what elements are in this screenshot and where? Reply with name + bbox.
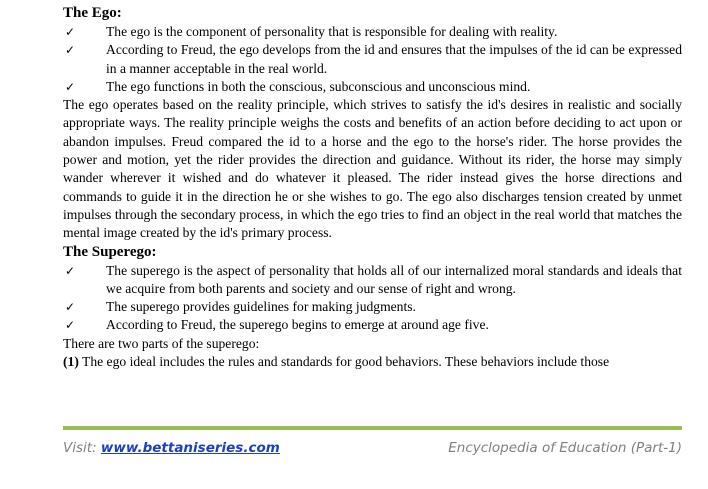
superego-intro: There are two parts of the superego:	[63, 335, 260, 351]
page-footer	[63, 440, 682, 462]
checkmark-icon: ✓	[65, 300, 76, 315]
list-item	[63, 41, 682, 78]
bullet-text: According to Freud, the ego develops from the id and ensures that the impulses of the id can be expressed in a manner acceptable in the real world.	[106, 42, 682, 76]
visit-label: Visit:	[63, 440, 101, 456]
list-item	[63, 262, 682, 299]
checkmark-icon: ✓	[65, 25, 76, 39]
ego-bullet-list	[63, 23, 682, 96]
checkmark-icon: ✓	[65, 318, 76, 333]
bullet-text: The superego is the aspect of personality that holds all of our internalized moral standards and ideals that we acquire from both parents and society and our sense of right and wrong.	[106, 262, 682, 296]
list-item	[63, 78, 682, 96]
footer-divider	[63, 426, 682, 430]
checkmark-icon: ✓	[65, 43, 76, 58]
checkmark-icon: ✓	[65, 79, 76, 94]
ego-heading: The Ego:	[63, 5, 122, 21]
bullet-text: The ego is the component of personality that is responsible for dealing with reality.	[106, 24, 558, 39]
list-item	[63, 316, 682, 334]
bullet-text: According to Freud, the superego begins to emerge at around age five.	[106, 317, 489, 333]
bullet-text: The superego provides guidelines for making judgments.	[106, 299, 416, 315]
website-link[interactable]: www.bettaniseries.com	[100, 440, 280, 456]
bullet-text: The ego functions in both the conscious, subconscious and unconscious mind.	[106, 78, 531, 94]
part-number: (1)	[63, 354, 79, 370]
list-item	[63, 23, 682, 41]
checkmark-icon: ✓	[65, 263, 76, 278]
part-text: The ego ideal includes the rules and standards for good behaviors. These behaviors include those	[78, 354, 610, 370]
book-title: Encyclopedia of Education (Part-1)	[448, 440, 682, 456]
document-body	[63, 4, 682, 371]
superego-part-1	[63, 353, 682, 371]
superego-bullet-list	[63, 262, 682, 335]
footer-visit	[63, 440, 280, 456]
superego-heading: The Superego:	[63, 243, 157, 260]
list-item	[63, 298, 682, 316]
ego-paragraph: The ego operates based on the reality principle, which strives to satisfy the id's desires in realistic and socially appropriate ways. The reality principle weighs the costs and benefits of an action before deciding to act upon or abandon impulses. Freud compared the id to a horse and the ego to the horse's rider. The horse provides the power and motion, yet the rider provides the direction and guidance. Without its rider, the horse may simply wander wherever it wished and do whatever it pleased. The rider instead gives the horse directions and commands to guide it in the direction he or she wishes to go. The ego also discharges tension created by unmet impulses through the secondary process, in which the ego tries to find an object in the real world that matches the mental image created by the id's primary process.	[63, 97, 682, 241]
